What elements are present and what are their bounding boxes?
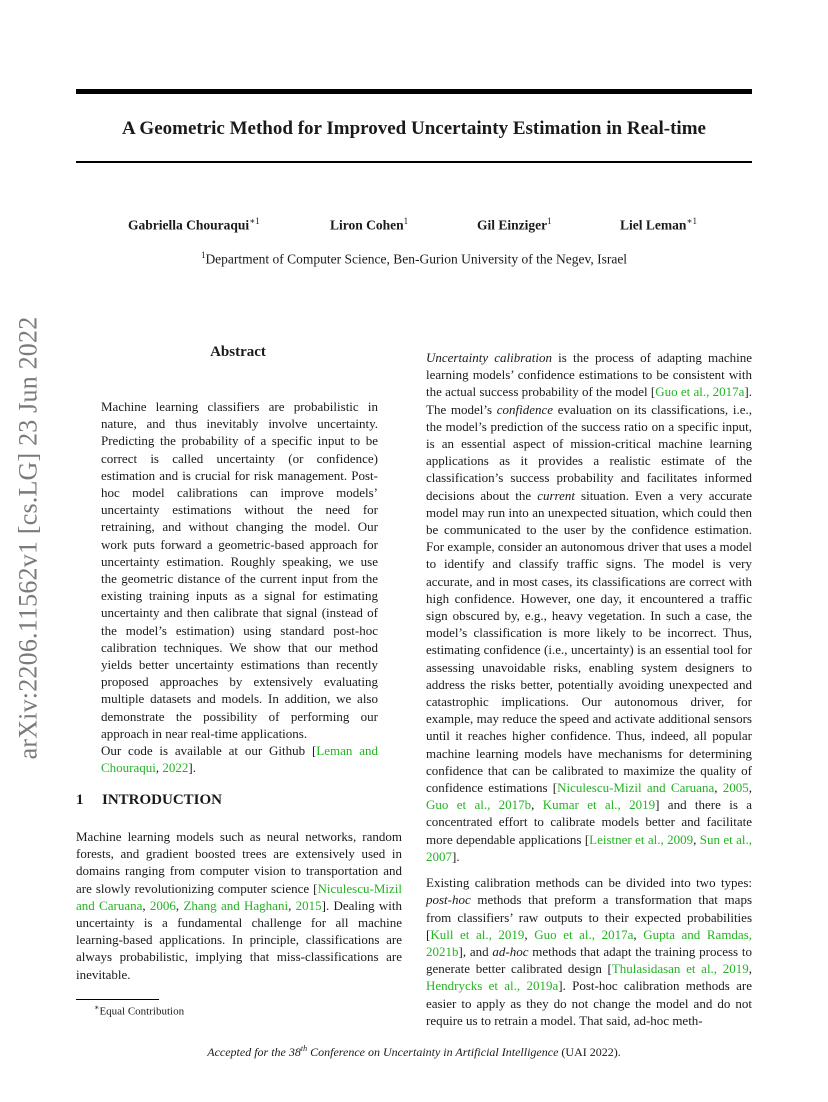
author-3 [477, 216, 552, 234]
author-mark: 1 [547, 216, 552, 226]
author-name: Gabriella Chouraqui [128, 217, 250, 233]
author-name: Liron Cohen [330, 217, 404, 233]
section-heading-introduction [76, 792, 222, 809]
footnote-rule [76, 999, 159, 1000]
abstract-paragraph: Machine learning classifiers are probabilistic in nature, and thus inevitably involve uncertainty. Predicting the probability of a specific input to be correct is called uncertainty (or confidence) estimation and is crucial for risk management. Post-hoc model calibrations can improve models’ uncertainty estimations without the need for retraining, and without changing the model. Our work puts forward a geometric-based approach for uncertainty estimation. Roughly speaking, we use the geometric distance of the current input from the existing training inputs as a signal for estimating uncertainty and then calibrate that signal (instead of the model’s estimation) using standard post-hoc calibration techniques. We show that our method yields better uncertainty estimations than recently proposed approaches by extensively evaluating multiple datasets and models. In addition, we also demonstrate the possibility of performing our approach in near real-time applications. [101, 399, 378, 741]
title-bottom-rule [76, 161, 752, 163]
citation-link[interactable]: Guo et al., 2017b [426, 797, 532, 813]
author-mark: ∗1 [249, 216, 260, 226]
citation-link[interactable]: 2006 [149, 897, 176, 913]
abstract-body [101, 398, 378, 776]
author-name: Liel Leman [620, 217, 687, 233]
calibration-paragraph: Uncertainty calibration is the process of adapting machine learning models’ confidence estimations to be consistent with the actual success probability of the model [Guo et al., 2017a]. The model’s confidence evaluation on its classifications, i.e., the model’s prediction of the success ratio on a specific input, is an essential aspect of mission-critical machine learning applications as it provides a realistic estimate of the classification’s success probability and facilitates informed decisions about the current situation. Even a very accurate model may run into an unexpected situation, which could then be communicated to the user by the confidence estimation. For example, consider an autonomous driver that uses a model to identify and classify traffic signs. The model is very accurate, and in most cases, its classifications are correct with high confidence. However, one day, it encountered a traffic sign obscured by, e.g., heavy vegetation. In such a case, the model’s classification is more likely to be incorrect. Thus, estimating confidence (i.e., uncertainty) is an essential tool for assessing unavoidable risks, enabling system designers to address the risks better, potentially avoiding unexpected and catastrophic implications. Our autonomous driver, for example, may reduce the speed and activate additional sensors until it reaches higher confidence. Thus, indeed, all popular machine learning models have mechanisms for determining confidence that can be calibrated to maximize the quality of confidence estimations [Niculescu-Mizil and Caruana, 2005, Guo et al., 2017b, Kumar et al., 2019] and there is a concentrated effort to calibrate models better and facilitate more dependable applications [Leistner et al., 2009, Sun et al., 2007]. [426, 350, 753, 864]
citation-link[interactable]: Leistner et al., 2009 [589, 831, 694, 847]
author-4 [620, 216, 697, 234]
methods-paragraph: Existing calibration methods can be divided into two types: post-hoc methods that preform a transformation that maps from classifiers’ raw outputs to their expected probabilities [Kull et al., 2019, Guo et al., 2017a, Gupta and Ramdas, 2021b], and ad-hoc methods that adapt the training process to generate better calibrated design [Thulasidasan et al., 2019, Hendrycks et al., 2019a]. Post-hoc calibration methods are easier to apply as they do not change the model and do not require us to retrain a model. That said, ad-hoc meth- [426, 875, 753, 1028]
citation-link[interactable]: 2005 [722, 780, 749, 796]
intro-paragraph: Machine learning models such as neural networks, random forests, and gradient boosted trees are extensively used in domains ranging from computer vision to transportation and are slowly revolutionizing computer science [Niculescu-Mizil and Caruana, 2006, Zhang and Haghani, 2015]. Dealing with uncertainty is a fundamental challenge for all machine learning-based applications. In principle, classifications are always probabilistic, implying that miss-classifications are inevitable. [76, 829, 403, 982]
citation-link[interactable]: 2022 [162, 760, 189, 776]
citation-link[interactable]: 2015 [295, 897, 322, 913]
citation-link[interactable]: Hendrycks et al., 2019a [426, 978, 559, 994]
page-footer: Accepted for the 38th Conference on Uncertainty in Artificial Intelligence (UAI 2022). [207, 1044, 621, 1059]
citation-link[interactable]: Gupta and Ramdas, 2021b [426, 926, 753, 959]
right-column-body [426, 349, 752, 1038]
citation-link[interactable]: Zhang and Haghani [183, 897, 289, 913]
author-mark: 1 [403, 216, 409, 226]
abstract-code-line: Our code is available at our Github [Leman and Chouraqui, 2022]. [101, 743, 378, 776]
author-1 [128, 216, 260, 234]
citation-link[interactable]: Leman and Chouraqui [101, 743, 378, 776]
arxiv-stamp [2, 298, 54, 778]
author-2 [330, 216, 408, 234]
author-name: Gil Einziger [477, 217, 548, 233]
section-number: 1 [76, 792, 84, 808]
abstract-heading: Abstract [210, 344, 266, 360]
affiliation-text: Department of Computer Science, Ben-Gurion University of the Negev, Israel [205, 251, 628, 267]
affiliation [76, 250, 752, 268]
arxiv-stamp-text: arXiv:2206.11562v1 [cs.LG] 23 Jun 2022 [13, 316, 42, 760]
affiliation-mark: 1 [200, 250, 206, 260]
citation-link[interactable]: Thulasidasan et al., 2019 [611, 961, 749, 977]
section-title: INTRODUCTION [102, 792, 223, 808]
footnote [94, 1003, 184, 1018]
author-mark: ∗1 [686, 216, 697, 226]
citation-link[interactable]: Guo et al., 2017a [655, 384, 745, 400]
paper-title: A Geometric Method for Improved Uncertainty Estimation in Real-time [122, 118, 706, 139]
citation-link[interactable]: Guo et al., 2017a [534, 926, 634, 942]
citation-link[interactable]: Niculescu-Mizil and Caruana [76, 880, 402, 913]
citation-link[interactable]: Niculescu-Mizil and Caruana [557, 780, 715, 796]
introduction-body [76, 828, 402, 983]
footnote-mark: ∗ [94, 1003, 100, 1012]
top-rule [76, 89, 752, 94]
footnote-text: Equal Contribution [99, 1005, 185, 1018]
citation-link[interactable]: Sun et al., 2007 [426, 831, 752, 864]
citation-link[interactable]: Kull et al., 2019 [430, 926, 525, 942]
citation-link[interactable]: Kumar et al., 2019 [542, 797, 656, 813]
